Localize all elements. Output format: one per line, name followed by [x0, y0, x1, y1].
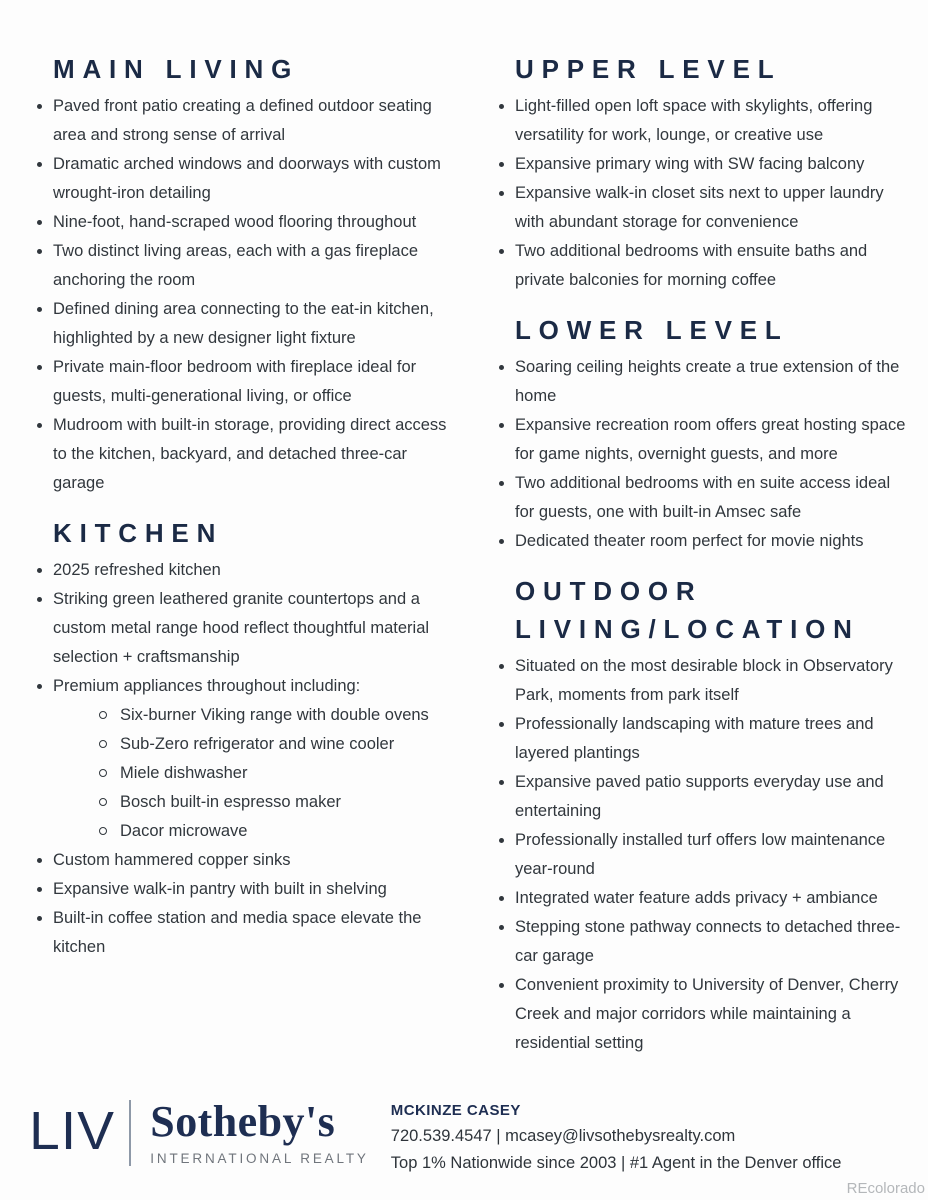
list-item	[495, 92, 907, 150]
recolorado-watermark: REcolorado	[846, 1180, 925, 1197]
list-item-text: Striking green leathered granite countertops and a custom metal range hood reflect thoughtful material selection + craftsmanship	[53, 590, 430, 666]
list-item-text: Stepping stone pathway connects to detached three-car garage	[515, 918, 901, 965]
bullet-icon	[495, 768, 515, 826]
list-item-text: Soaring ceiling heights create a true extension of the home	[515, 358, 900, 405]
list-item	[33, 150, 453, 208]
list-item	[495, 411, 907, 469]
list-item-text: Private main-floor bedroom with fireplace ideal for guests, multi-generational living, or office	[53, 358, 417, 405]
bullet-icon	[495, 411, 515, 469]
list-item-text: Two distinct living areas, each with a gas fireplace anchoring the room	[53, 242, 419, 289]
list-item-text: Mudroom with built-in storage, providing direct access to the kitchen, backyard, and detached three-car garage	[53, 416, 447, 492]
list-item	[495, 652, 907, 710]
left-column	[33, 50, 453, 1074]
sub-list-item	[95, 788, 453, 817]
right-column	[495, 50, 907, 1074]
list-item	[495, 179, 907, 237]
list-item	[33, 585, 453, 672]
bullet-icon	[495, 826, 515, 884]
bullet-icon	[33, 295, 53, 353]
bullet-icon	[33, 585, 53, 672]
section-upper-level	[495, 50, 907, 295]
list-item-text: Paved front patio creating a defined outdoor seating area and strong sense of arrival	[53, 97, 432, 144]
international-realty-label: INTERNATIONAL REALTY	[150, 1151, 369, 1166]
list-item	[33, 411, 453, 498]
list-item	[495, 768, 907, 826]
list-item-text: Defined dining area connecting to the eat-in kitchen, highlighted by a new designer light fixture	[53, 300, 434, 347]
lower-level-list	[495, 353, 907, 556]
list-item	[495, 884, 907, 913]
bullet-icon	[33, 353, 53, 411]
list-item	[33, 875, 453, 904]
section-title-upper-level: UPPER LEVEL	[515, 54, 782, 84]
bullet-icon	[495, 469, 515, 527]
list-item	[33, 846, 453, 875]
main-living-list	[33, 92, 453, 498]
agent-contact: 720.539.4547 | mcasey@livsothebysrealty.com	[390, 1127, 736, 1145]
section-main-living	[33, 50, 453, 498]
list-item	[495, 150, 907, 179]
bullet-icon	[33, 92, 53, 150]
list-item	[33, 295, 453, 353]
sub-list-item-text: Miele dishwasher	[120, 764, 248, 782]
list-item-text: Two additional bedrooms with en suite access ideal for guests, one with built-in Amsec safe	[515, 474, 891, 521]
section-lower-level	[495, 311, 907, 556]
agent-tagline: Top 1% Nationwide since 2003 | #1 Agent in the Denver office	[390, 1154, 842, 1172]
bullet-icon	[33, 150, 53, 208]
bullet-icon	[495, 92, 515, 150]
bullet-icon	[495, 527, 515, 556]
sub-list-item	[95, 701, 453, 730]
list-item	[33, 556, 453, 585]
list-item-text: Expansive recreation room offers great hosting space for game nights, overnight guests, and more	[515, 416, 906, 463]
list-item-text: Professionally landscaping with mature trees and layered plantings	[515, 715, 874, 762]
hollow-bullet-icon	[95, 701, 120, 730]
sub-list-item	[95, 759, 453, 788]
list-item-text: Professionally installed turf offers low maintenance year-round	[515, 831, 886, 878]
bullet-icon	[33, 237, 53, 295]
hollow-bullet-icon	[95, 817, 120, 846]
list-item-text: Dedicated theater room perfect for movie nights	[515, 532, 864, 550]
liv-logo: LIV	[29, 1101, 116, 1161]
sothebys-brand-block	[150, 1094, 368, 1166]
list-item-text: Premium appliances throughout including:	[53, 677, 361, 695]
section-kitchen	[33, 514, 453, 962]
sub-list-item	[95, 817, 453, 846]
list-item	[33, 208, 453, 237]
bullet-icon	[495, 179, 515, 237]
bullet-icon	[495, 884, 515, 913]
bullet-icon	[33, 556, 53, 585]
bullet-icon	[33, 846, 53, 875]
logo-divider	[129, 1100, 131, 1166]
list-item	[495, 237, 907, 295]
sothebys-wordmark: Sotheby's	[150, 1097, 336, 1146]
list-item	[33, 353, 453, 411]
bullet-icon	[495, 652, 515, 710]
bullet-icon	[33, 672, 53, 701]
list-item-text: Custom hammered copper sinks	[53, 851, 291, 869]
hollow-bullet-icon	[95, 730, 120, 759]
list-item	[33, 92, 453, 150]
sub-list-item-text: Bosch built-in espresso maker	[120, 793, 342, 811]
section-title-outdoor-living-location: OUTDOOR LIVING/LOCATION	[515, 576, 860, 644]
list-item-text: Situated on the most desirable block in Observatory Park, moments from park itself	[515, 657, 893, 704]
list-item	[495, 353, 907, 411]
sub-list-item	[95, 730, 453, 759]
list-item	[495, 710, 907, 768]
section-outdoor-living-location	[495, 572, 907, 1058]
list-item	[33, 237, 453, 295]
outdoor-living-location-list	[495, 652, 907, 1058]
sub-list-item-text: Dacor microwave	[120, 822, 248, 840]
list-item-text: Integrated water feature adds privacy + ambiance	[515, 889, 878, 907]
list-item	[495, 826, 907, 884]
agent-name: MCKINZE CASEY	[390, 1102, 521, 1119]
list-item-text: 2025 refreshed kitchen	[53, 561, 221, 579]
section-title-lower-level: LOWER LEVEL	[515, 315, 789, 345]
bullet-icon	[33, 875, 53, 904]
sub-list-item-text: Six-burner Viking range with double ovens	[120, 706, 429, 724]
list-item-text: Expansive paved patio supports everyday use and entertaining	[515, 773, 884, 820]
list-item-text: Expansive walk-in pantry with built in shelving	[53, 880, 387, 898]
list-item-text: Two additional bedrooms with ensuite baths and private balconies for morning coffee	[515, 242, 868, 289]
bullet-icon	[495, 353, 515, 411]
list-item	[33, 904, 453, 962]
list-item-text: Light-filled open loft space with skylights, offering versatility for work, lounge, or creative use	[515, 97, 873, 144]
bullet-icon	[495, 710, 515, 768]
list-item	[33, 672, 453, 701]
list-item	[495, 913, 907, 971]
sub-list-item-text: Sub-Zero refrigerator and wine cooler	[120, 735, 395, 753]
list-item	[495, 527, 907, 556]
list-item-text: Nine-foot, hand-scraped wood flooring throughout	[53, 213, 417, 231]
bullet-icon	[33, 208, 53, 237]
hollow-bullet-icon	[95, 759, 120, 788]
list-item	[495, 971, 907, 1058]
list-item	[495, 469, 907, 527]
bullet-icon	[33, 904, 53, 962]
list-item-text: Expansive walk-in closet sits next to upper laundry with abundant storage for convenience	[515, 184, 884, 231]
bullet-icon	[33, 411, 53, 498]
section-title-main-living: MAIN LIVING	[53, 54, 300, 84]
list-item-text: Built-in coffee station and media space elevate the kitchen	[53, 909, 422, 956]
hollow-bullet-icon	[95, 788, 120, 817]
bullet-icon	[495, 150, 515, 179]
bullet-icon	[495, 237, 515, 295]
section-title-kitchen: KITCHEN	[53, 518, 224, 548]
list-item-text: Dramatic arched windows and doorways with custom wrought-iron detailing	[53, 155, 441, 202]
agent-info-block	[391, 1094, 842, 1173]
kitchen-list	[33, 556, 453, 962]
upper-level-list	[495, 92, 907, 295]
bullet-icon	[495, 913, 515, 971]
footer-brand-bar	[30, 1094, 841, 1173]
bullet-icon	[495, 971, 515, 1058]
list-item-text: Expansive primary wing with SW facing balcony	[515, 155, 865, 173]
list-item-text: Convenient proximity to University of Denver, Cherry Creek and major corridors while maintaining a residential setting	[515, 976, 899, 1052]
